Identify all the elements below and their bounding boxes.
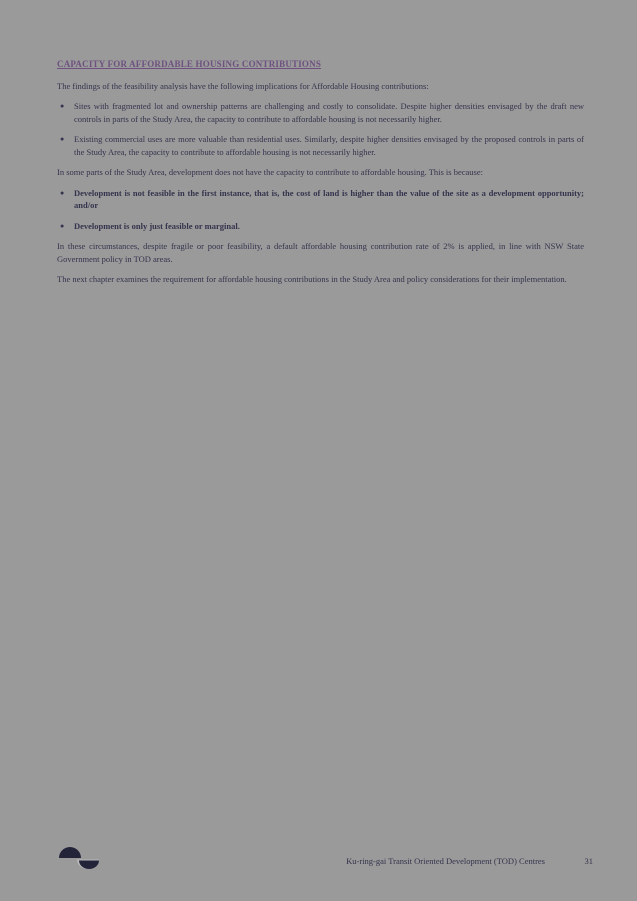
bullet-text: Sites with fragmented lot and ownership patterns are challenging and costly to consolidate. Despite higher densities envisaged by the draft new controls in parts of the Study Area, the capacity to contribute to affordable housing is not necessarily higher. — [74, 101, 584, 124]
page-footer — [0, 840, 637, 880]
bullet-icon: ● — [60, 188, 65, 197]
bullet-icon: ● — [60, 135, 65, 143]
circumstances-paragraph: In these circumstances, despite fragile or poor feasibility, a default affordable housing contribution rate of 2% is applied, in line with NSW State Government policy in TOD areas. — [57, 241, 584, 264]
bullet-text: Development is only just feasible or marginal. — [74, 220, 240, 231]
list-item — [57, 220, 584, 233]
bullet-text: Development is not feasible in the first instance, that is, the cost of land is higher than the value of the site as a development opportunity; and/or — [74, 187, 584, 210]
section-heading: CAPACITY FOR AFFORDABLE HOUSING CONTRIBUTIONS — [57, 59, 322, 69]
intro-paragraph: The findings of the feasibility analysis have the following implications for Affordable Housing contributions: — [57, 80, 429, 91]
list-item — [57, 187, 584, 212]
findings-bullet-list — [57, 100, 584, 158]
bullet-icon: ● — [60, 221, 65, 230]
footer-page-number: 31 — [584, 856, 593, 866]
list-item — [57, 100, 584, 125]
list-item — [57, 133, 584, 158]
because-bullet-list — [57, 187, 584, 233]
bullet-icon: ● — [60, 102, 65, 110]
footer-document-title: Ku-ring-gai Transit Oriented Development (TOD) Centres — [346, 856, 545, 866]
wave-logo-icon — [57, 845, 101, 871]
page-content — [57, 58, 584, 294]
because-paragraph: In some parts of the Study Area, development does not have the capacity to contribute to affordable housing. This is because: — [57, 167, 483, 177]
bullet-text: Existing commercial uses are more valuable than residential uses. Similarly, despite higher densities envisaged by the proposed controls in parts of the Study Area, the capacity to contribute to affordable housing is not necessarily higher. — [74, 134, 584, 157]
closing-paragraph: The next chapter examines the requirement for affordable housing contributions in the Study Area and policy considerations for their implementation. — [57, 274, 567, 284]
